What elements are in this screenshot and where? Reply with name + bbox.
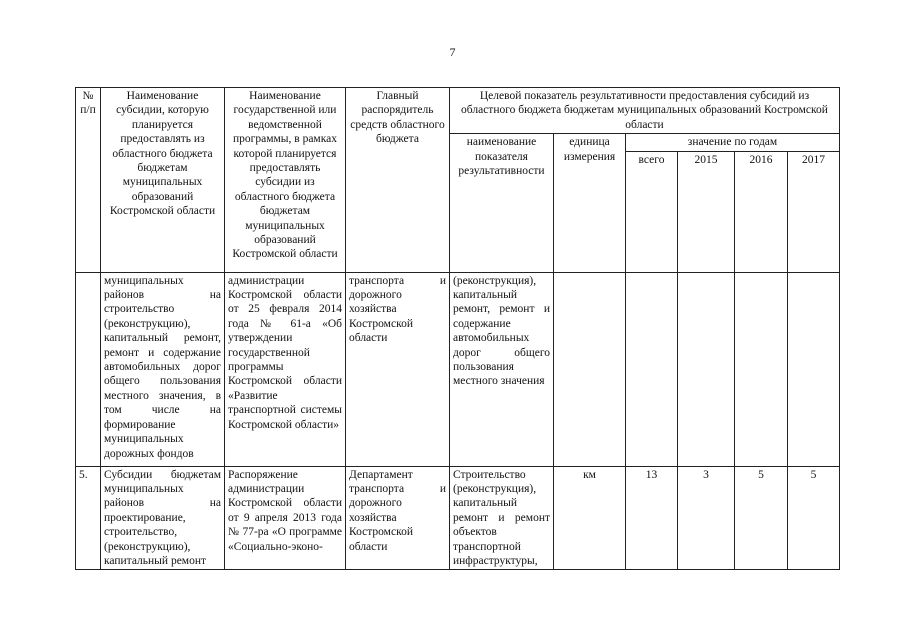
header-chief-manager: Главный распорядитель средств областного бюджета: [346, 88, 450, 273]
row-2015: 3: [678, 466, 735, 570]
header-year-2016: 2016: [735, 151, 788, 272]
header-target-indicator: Целевой показатель результативности предоставления субсидий из областного бюджета бюджетам муниципальных образований Костромской области: [450, 88, 840, 134]
header-program-name: Наименование государственной или ведомственной программы, в рамках которой планируется предоставлять субсидии из областного бюджета бюджетам муниципальных образований Костромской области: [225, 88, 346, 273]
row-2016: 5: [735, 466, 788, 570]
header-num: № п/п: [76, 88, 101, 273]
header-row: [76, 88, 840, 134]
row-total: 13: [626, 466, 678, 570]
header-unit: единица измерения: [554, 134, 626, 272]
header-subsidy-name: Наименование субсидии, которую планируется предоставлять из областного бюджета бюджетам муниципальных образований Костромской области: [101, 88, 225, 273]
subsidies-table: [75, 87, 840, 570]
row-2015: [678, 272, 735, 466]
row-total: [626, 272, 678, 466]
row-subsidy-name: муниципальных районов на строительство (реконструкцию), капитальный ремонт, ремонт и содержание автомобильных дорог общего пользования местного значения, в том числе на формирование муниципальных дорожных фондов: [101, 272, 225, 466]
row-subsidy-name: Субсидии бюджетам муниципальных районов на проектирование, строительство, (реконструкцию), капитальный ремонт: [101, 466, 225, 570]
row-indicator-name: Строительство (реконструкция), капитальный ремонт и ремонт объектов транспортной инфраструктуры,: [450, 466, 554, 570]
row-chief-manager: Департамент транспорта и дорожного хозяйства Костромской области: [346, 466, 450, 570]
row-chief-manager: транспорта и дорожного хозяйства Костромской области: [346, 272, 450, 466]
row-2017: 5: [788, 466, 840, 570]
row-number: 5.: [76, 466, 101, 570]
table-row: [76, 272, 840, 466]
page-number: 7: [449, 45, 456, 59]
table-row: [76, 466, 840, 570]
row-unit: км: [554, 466, 626, 570]
row-2017: [788, 272, 840, 466]
row-indicator-name: (реконструкция), капитальный ремонт, ремонт и содержание автомобильных дорог общего пользования местного значения: [450, 272, 554, 466]
header-year-2015: 2015: [678, 151, 735, 272]
header-values-by-year: значение по годам: [626, 134, 840, 151]
row-unit: [554, 272, 626, 466]
row-2016: [735, 272, 788, 466]
row-program-name: Распоряжение администрации Костромской области от 9 апреля 2013 года № 77-ра «О программе «Социально-эконо-: [225, 466, 346, 570]
header-indicator-name: наименование показателя результативности: [450, 134, 554, 272]
header-year-2017: 2017: [788, 151, 840, 272]
header-total: всего: [626, 151, 678, 272]
row-program-name: администрации Костромской области от 25 февраля 2014 года № 61-а «Об утверждении государственной программы Костромской области «Развитие транспортной системы Костромской области»: [225, 272, 346, 466]
row-number: [76, 272, 101, 466]
